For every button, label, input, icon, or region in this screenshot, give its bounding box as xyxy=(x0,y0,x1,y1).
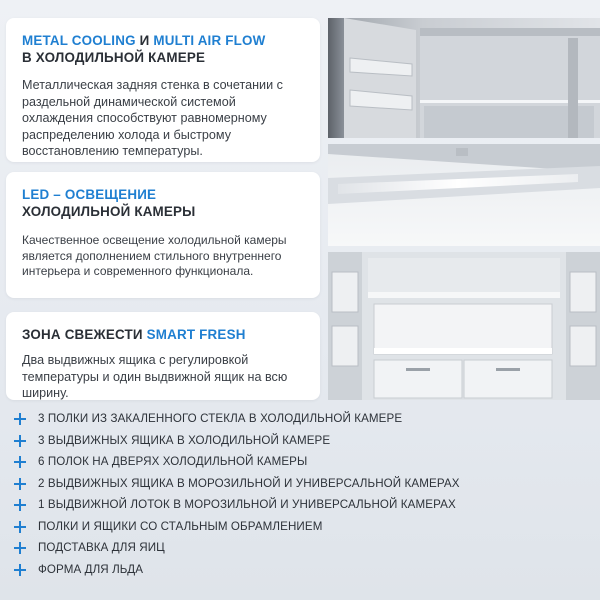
fresh-drawers-illustration xyxy=(328,252,600,400)
card-title-accent: SMART FRESH xyxy=(146,327,246,342)
features-list xyxy=(12,408,598,580)
feature-card-metal-cooling xyxy=(6,18,320,162)
plus-icon xyxy=(14,542,26,554)
feature-text: ФОРМА ДЛЯ ЛЬДА xyxy=(38,562,144,576)
card-subtitle: В ХОЛОДИЛЬНОЙ КАМЕРЕ xyxy=(22,50,206,65)
list-item xyxy=(12,516,598,538)
card-description: Два выдвижных ящика с регулировкой температуры и один выдвижной ящик на всю ширину. xyxy=(22,353,288,400)
card-title-connector: И xyxy=(135,33,154,48)
list-item xyxy=(12,559,598,581)
fridge-interior-photo xyxy=(328,18,600,138)
list-item xyxy=(12,473,598,495)
led-light-photo xyxy=(328,144,600,246)
list-item xyxy=(12,408,598,430)
list-item xyxy=(12,451,598,473)
feature-text: 6 ПОЛОК НА ДВЕРЯХ ХОЛОДИЛЬНОЙ КАМЕРЫ xyxy=(38,455,308,468)
card-description: Металлическая задняя стенка в сочетании с раздельной динамической системой охлаждения способствуют равномерному распределению холода и быстрому восстановлению температуры. xyxy=(22,78,283,158)
card-title-accent: METAL COOLING xyxy=(22,33,136,48)
led-strip-illustration xyxy=(328,144,600,246)
feature-card-led-lighting xyxy=(6,172,320,298)
plus-icon xyxy=(14,564,26,576)
fresh-zone-photo xyxy=(328,252,600,400)
card-description: Качественное освещение холодильной камеры является дополнением стильного внутреннего интерьера и современного функционала. xyxy=(22,233,287,278)
feature-text: 1 ВЫДВИЖНОЙ ЛОТОК В МОРОЗИЛЬНОЙ И УНИВЕРСАЛЬНОЙ КАМЕРАХ xyxy=(38,498,456,511)
card-title-accent: MULTI AIR FLOW xyxy=(153,33,266,48)
feature-text: ПОЛКИ И ЯЩИКИ СО СТАЛЬНЫМ ОБРАМЛЕНИЕМ xyxy=(38,519,323,533)
plus-icon xyxy=(14,499,26,511)
plus-icon xyxy=(14,478,26,490)
card-title-plain: ЗОНА СВЕЖЕСТИ xyxy=(22,327,147,342)
feature-text: 3 ВЫДВИЖНЫХ ЯЩИКА В ХОЛОДИЛЬНОЙ КАМЕРЕ xyxy=(38,433,331,447)
plus-icon xyxy=(14,413,26,425)
list-item xyxy=(12,537,598,559)
fridge-interior-illustration xyxy=(328,18,600,138)
card-title xyxy=(22,32,306,49)
feature-text: ПОДСТАВКА ДЛЯ ЯИЦ xyxy=(38,541,165,554)
plus-icon xyxy=(14,521,26,533)
card-subtitle: ХОЛОДИЛЬНОЙ КАМЕРЫ xyxy=(22,204,196,219)
card-title-accent: LED – ОСВЕЩЕНИЕ xyxy=(22,187,157,202)
plus-icon xyxy=(14,456,26,468)
feature-text: 2 ВЫДВИЖНЫХ ЯЩИКА В МОРОЗИЛЬНОЙ И УНИВЕРСАЛЬНОЙ КАМЕРАХ xyxy=(38,476,460,490)
plus-icon xyxy=(14,435,26,447)
card-title xyxy=(22,326,306,343)
list-item xyxy=(12,430,598,452)
list-item xyxy=(12,494,598,516)
feature-card-smart-fresh xyxy=(6,312,320,400)
feature-text: 3 ПОЛКИ ИЗ ЗАКАЛЕННОГО СТЕКЛА В ХОЛОДИЛЬНОЙ КАМЕРЕ xyxy=(38,412,403,425)
